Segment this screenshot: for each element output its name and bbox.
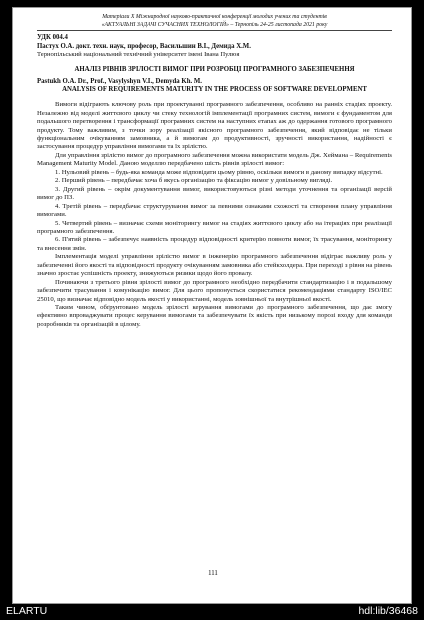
repository-label: ELARTU [6, 605, 48, 617]
paragraph-conclusion: Таким чином, обґрунтовано модель зрілості керування вимогами до програмного забезпечення, що дає змогу ефективно впроваджувати процес керування вимогами та забезпечувати їх якість при низькому порозі входу для команди розробників та організацій в цілому. [37, 304, 392, 328]
conference-header-line-2: «АКТУАЛЬНІ ЗАДАЧІ СУЧАСНИХ ТЕХНОЛОГІЙ» – Тернопіль 24-25 листопада 2021 року [101, 21, 328, 28]
title-english: ANALYSIS OF REQUIREMENTS MATURITY IN THE PROCESS OF SOFTWARE DEVELOPMENT [62, 86, 367, 94]
document-page [12, 7, 412, 604]
header-divider [37, 30, 392, 31]
paragraph-standardization: Починаючи з третього рівня зрілості вимог до програмного необхідно передбачити стандартизацію і в подальшому забезпечити трасування і комунікацію вимог. Для цього пропонується скористатися рекомендаціями стандарту ISO/IEC 25010, що визначає відповідно модель якості у використанні, модель зовнішньої та внутрішньої якості. [37, 278, 392, 303]
affiliation: Тернопільський національний технічний університет імені Івана Пулюя [37, 51, 240, 59]
paragraph-model: Для управління зрілістю вимог до програмного забезпечення можна використати модель Дж. Хеймана – Requirements Management Maturity Model. Даною моделлю передбачено шість рівнів зрілості вимог: [37, 151, 392, 168]
authors-ukrainian: Пастух О.А. докт. техн. наук, професор, Васильшин В.І., Демида Х.М. [37, 42, 251, 50]
page-content [37, 14, 392, 329]
conference-header [37, 14, 392, 29]
paragraph-implementation: Імплементація моделі управління зрілістю вимог в інженерію програмного забезпечення відіграє важливу роль у забезпеченні його якості та відповідності продукту очікуванням замовника або стейкхолдера. При переході з рівня на рівень значно зростає успішність проекту, знижуються ризики щодо його провалу. [37, 253, 392, 278]
handle-identifier: hdl:lib/36468 [358, 605, 418, 617]
body-text [37, 101, 392, 329]
udk-code: УДК 004.4 [37, 34, 68, 42]
list-item-level-0: 1. Нульовий рівень – будь-яка команда може відповідати цьому рівню, оскільки вимоги в даному випадку відсутні. [55, 168, 383, 176]
list-item-level-2: 3. Другий рівень – окрім документування вимог, використовуються різні методи уточнення та організації версій вимог до ПЗ. [37, 185, 392, 202]
list-item-level-4: 5. Четвертий рівень – визначає схеми моніторингу вимог на стадіях життєвого циклу або на ітераціях при реалізації програмного забезпечення. [37, 219, 392, 235]
page-number: 111 [208, 570, 218, 577]
list-item-level-5: 6. П'ятий рівень – забезпечує наявність процедур відповідності критерію повноти вимог, їх трасування, моніторингу та внесення змін. [37, 236, 392, 252]
conference-header-line-1: Матеріали Х Міжнародної науково-практичної конференції молодих учених та студентів [102, 14, 327, 20]
list-item-level-1: 2. Перший рівень – передбачає хоча б якусь організацію та фіксацію вимог у довільному вигляді. [55, 177, 333, 185]
paragraph-intro: Вимоги відіграють ключову роль при проектуванні програмного забезпечення, особливо на ранніх стадіях проекту. Незалежно від моделі життєвого циклу чи стеку технологій імплементації програмних систем, вимоги є фундаментом для подальшого перетворення і трансформації програмних систем на наступних етапах аж до одержання готового програмного продукту. Тому важливим, з точки зору реалізації якісного програмного забезпечення, який відповідає не тільки функціональним очікуванням замовника, а й вимогам до продуктивності, зручності використання, надійності є застосування процедур управління вимогами та їх зрілістю. [37, 101, 392, 151]
list-item-level-3: 4. Третій рівень – передбачає структурування вимог за певними ознаками схожості та створення плану управління вимогами. [37, 202, 392, 219]
authors-english: Pastukh O.A. Dr., Prof., Vasylyshyn V.I., Demyda Kh. M. [37, 77, 202, 85]
title-ukrainian: АНАЛІЗ РІВНІВ ЗРІЛОСТІ ВИМОГ ПРИ РОЗРОБЦІ ПРОГРАМНОГО ЗАБЕЗПЕЧЕННЯ [74, 65, 355, 73]
